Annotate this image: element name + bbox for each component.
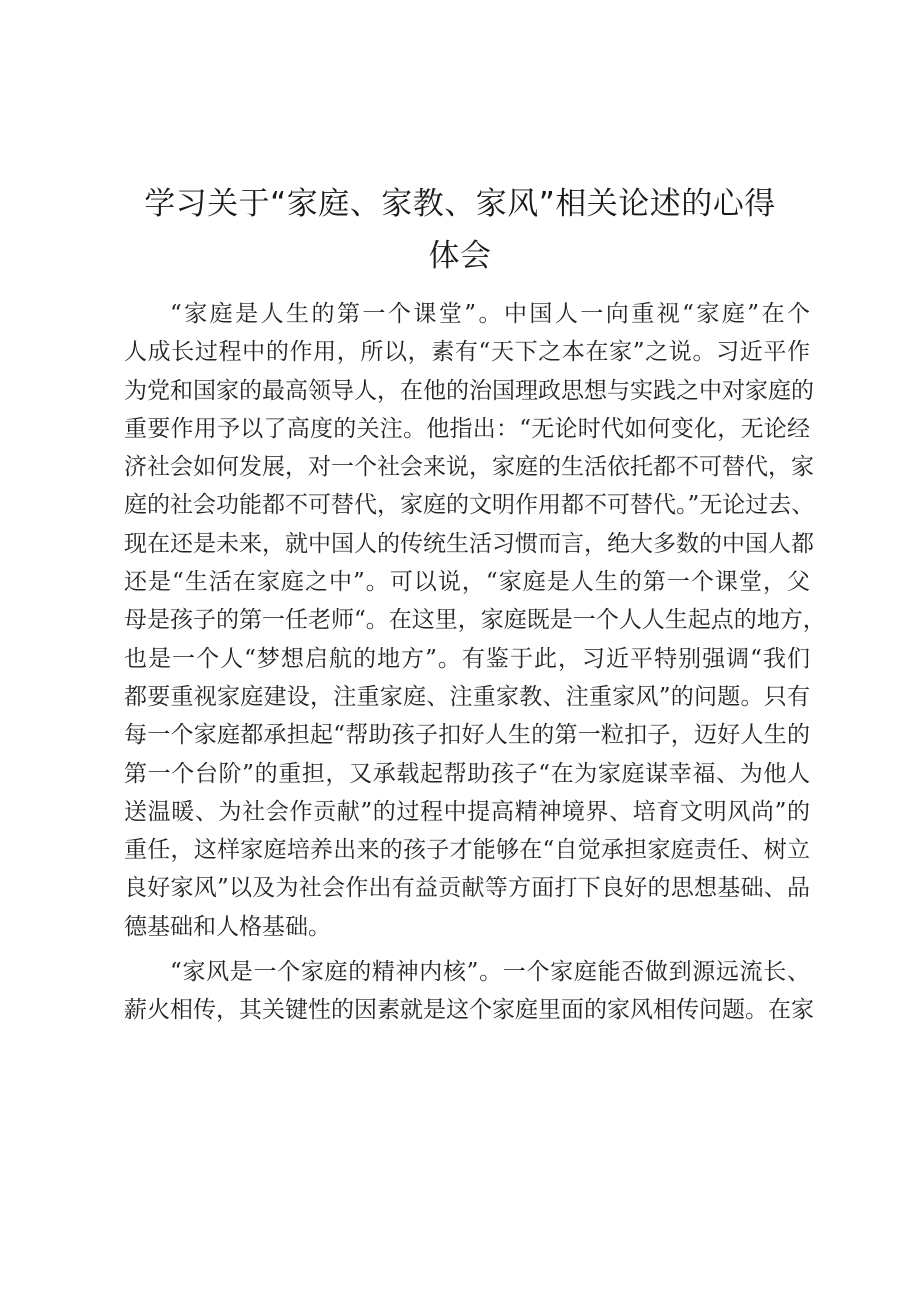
title-line-1: 学习关于“家庭、家教、家风”相关论述的心得 [144,186,776,222]
text-line: 德基础和人格基础。 [124,913,331,940]
text-line: 母是孩子的第一任老师“。在这里，家庭既是一个人人生起点的地方， [124,607,826,634]
text-line: 还是“生活在家庭之中”。可以说，“家庭是人生的第一个课堂，父 [124,569,810,596]
text-line: 薪火相传，其关键性的因素就是这个家庭里面的家风相传问题。在家 [124,997,814,1024]
text-line: “家庭是人生的第一个课堂”。中国人一向重视“家庭”在个 [170,301,810,327]
text-line: 重任，这样家庭培养出来的孩子才能够在“自觉承担家庭责任、树立 [124,837,810,864]
text-line: 送温暖、为社会作贡献”的过程中提高精神境界、培育文明风尚”的 [124,798,810,825]
document-title [100,178,820,282]
document-body [124,295,826,1030]
text-line: 庭的社会功能都不可替代，家庭的文明作用都不可替代。”无论过去、 [124,492,815,519]
text-line: 现在还是未来，就中国人的传统生活习惯而言，绝大多数的中国人都 [124,530,814,557]
text-line: 都要重视家庭建设，注重家庭、注重家教、注重家风”的问题。只有 [124,683,810,710]
text-line: 每一个家庭都承担起“帮助孩子扣好人生的第一粒扣子，迈好人生的 [124,722,810,749]
title-line-2: 体会 [428,238,492,274]
text-line: 为党和国家的最高领导人，在他的治国理政思想与实践之中对家庭的 [124,377,814,404]
text-line: “家风是一个家庭的精神内核”。一个家庭能否做到源远流长、 [170,959,810,986]
text-line: 人成长过程中的作用，所以，素有“天下之本在家”之说。习近平作 [124,339,810,366]
paragraph-1 [124,295,826,946]
text-line: 重要作用予以了高度的关注。他指出：“无论时代如何变化，无论经 [124,415,810,442]
paragraph-2 [124,953,814,1030]
text-line: 也是一个人“梦想启航的地方”。有鉴于此，习近平特别强调“我们 [124,645,810,672]
text-line: 第一个台阶”的重担，又承载起帮助孩子“在为家庭谋幸福、为他人 [124,760,810,787]
text-line: 济社会如何发展，对一个社会来说，家庭的生活依托都不可替代，家 [124,454,814,481]
text-line: 良好家风”以及为社会作出有益贡献等方面打下良好的思想基础、品 [124,875,810,902]
